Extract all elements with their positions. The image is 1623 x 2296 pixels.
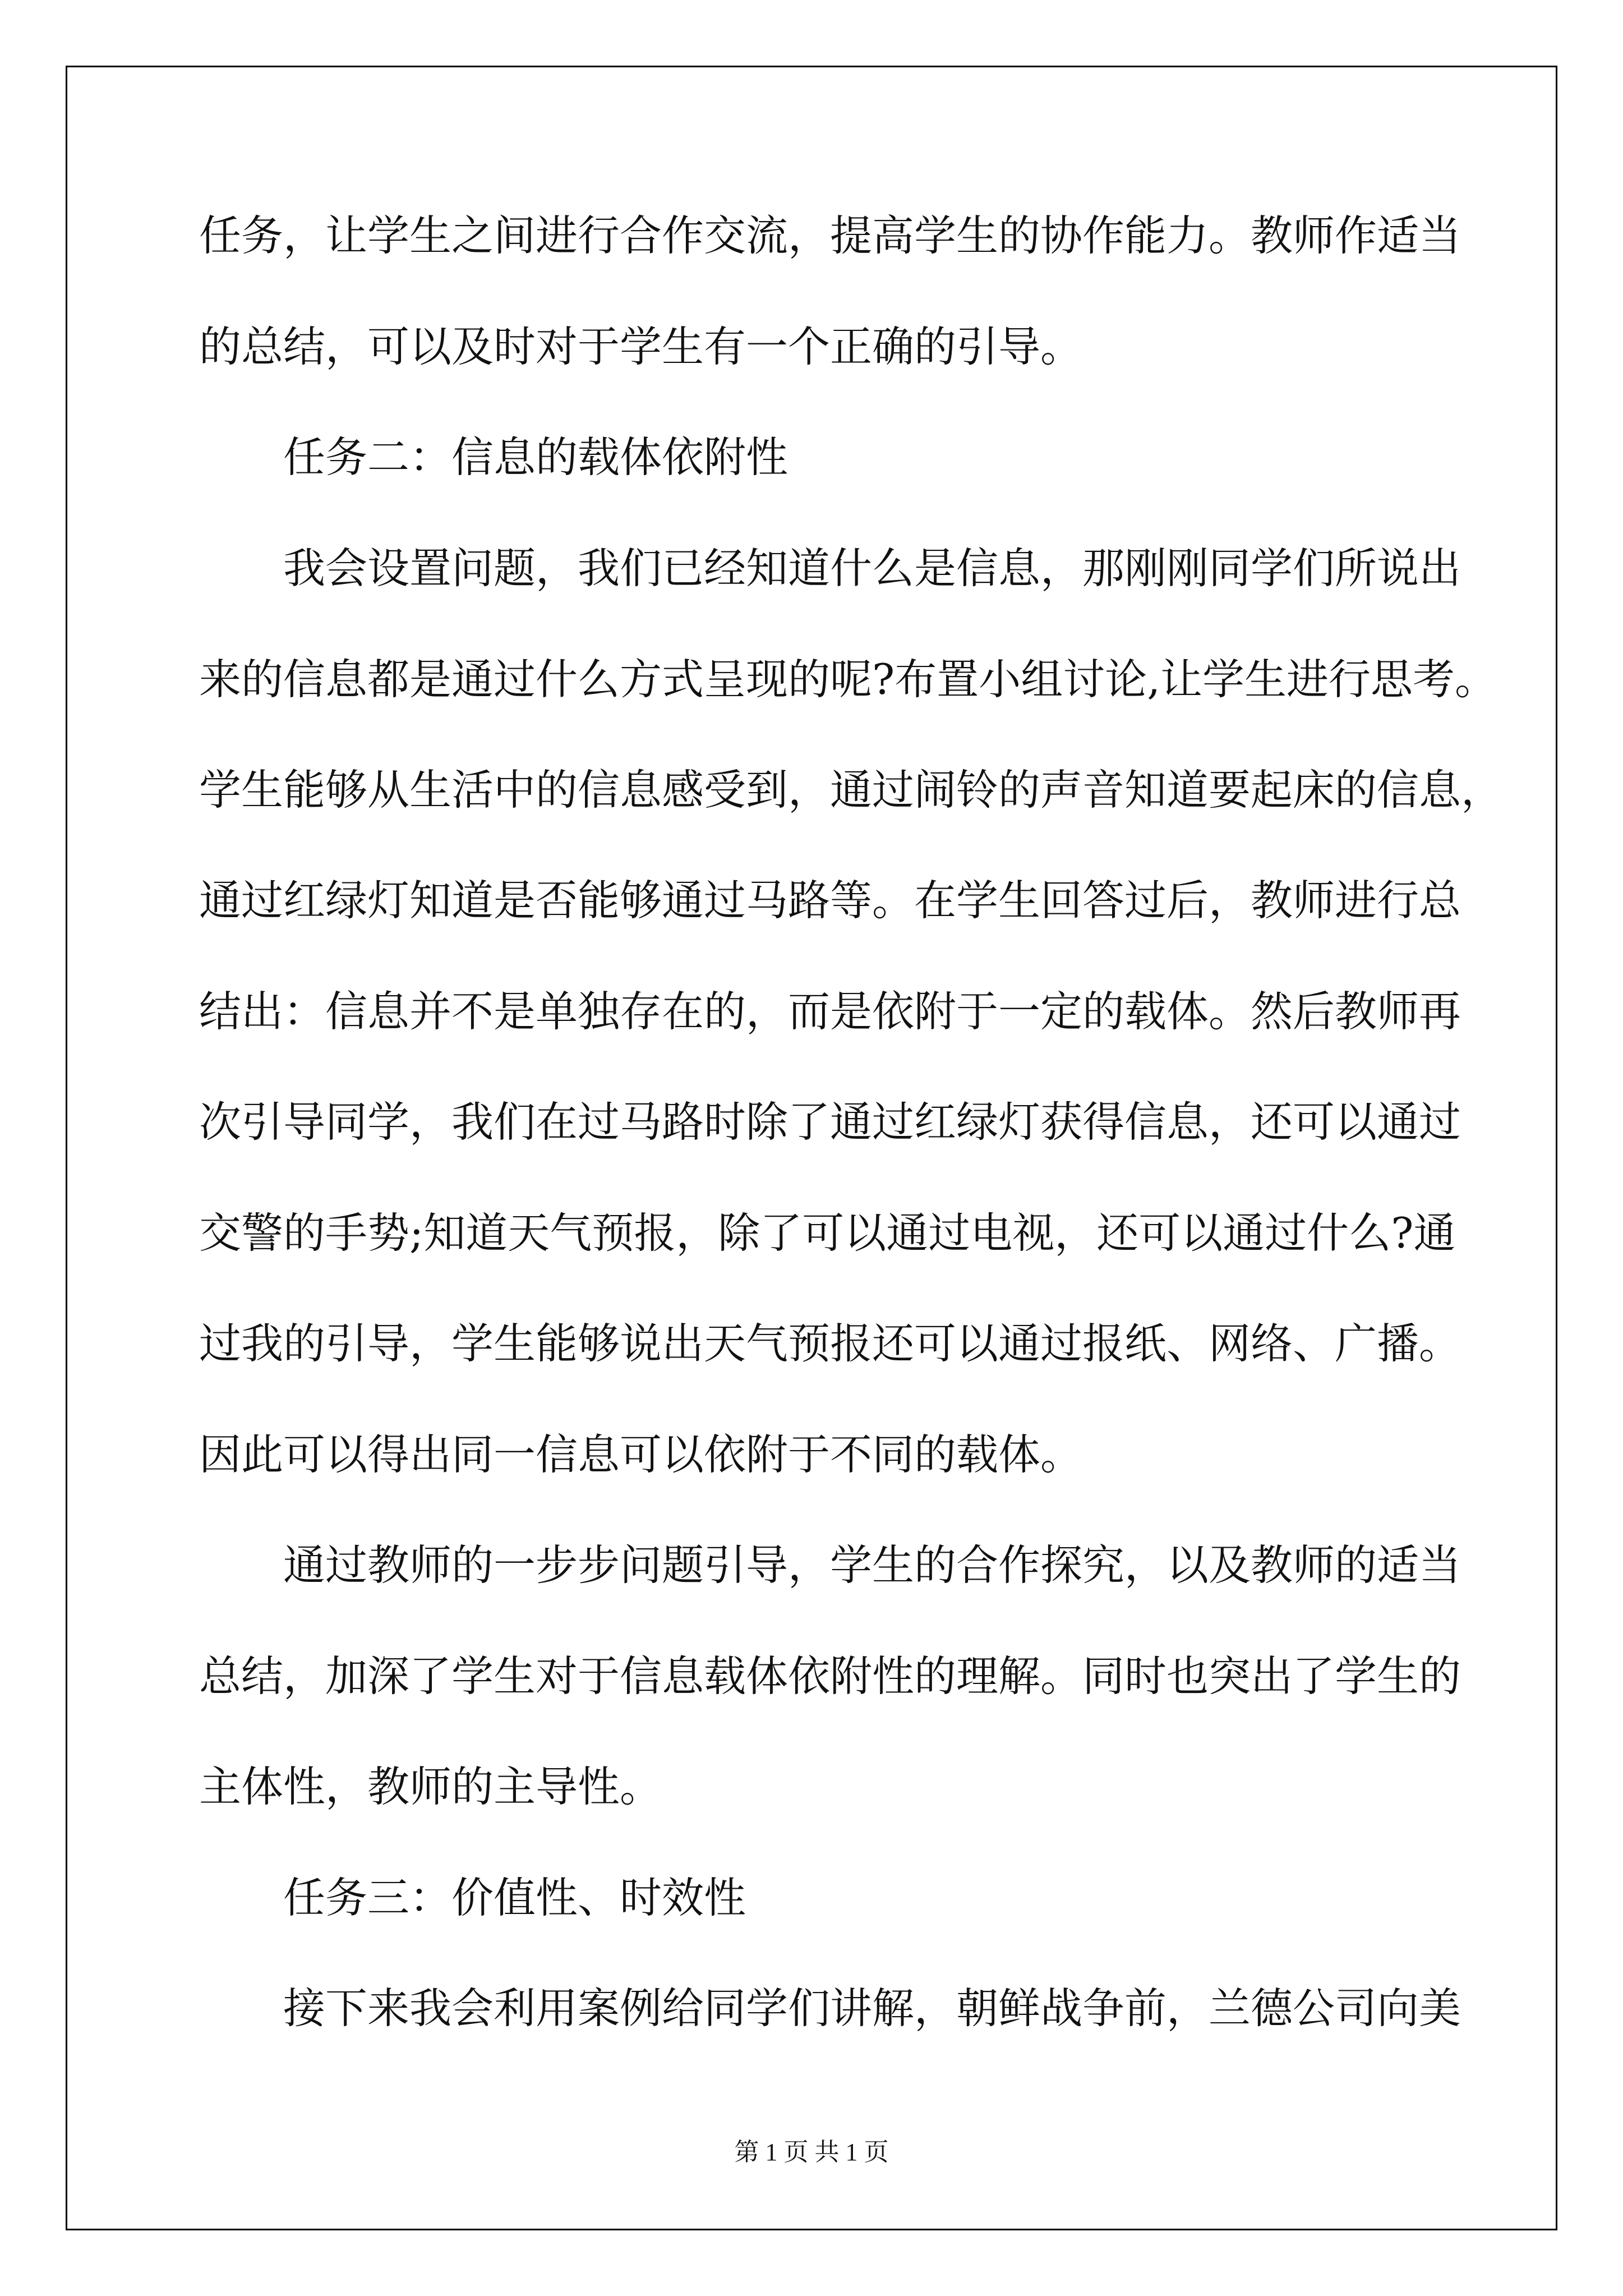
- text-line: 总结，加深了学生对于信息载体依附性的理解。同时也突出了学生的: [199, 1651, 1461, 1701]
- text-line: 接下来我会利用案例给同学们讲解，朝鲜战争前，兰德公司向美: [283, 1984, 1461, 2033]
- text-line: 因此可以得出同一信息可以依附于不同的载体。: [199, 1430, 1083, 1479]
- section-heading: 任务三：价值性、时效性: [283, 1873, 746, 1922]
- text-line: 来的信息都是通过什么方式呈现的呢?布置小组讨论,让学生进行思考。: [199, 655, 1497, 704]
- page-number-footer: 第 1 页 共 1 页: [734, 2138, 889, 2166]
- text-line: 的总结，可以及时对于学生有一个正确的引导。: [199, 322, 1083, 371]
- text-line: 次引导同学，我们在过马路时除了通过红绿灯获得信息，还可以通过: [199, 1097, 1461, 1147]
- text-line: 结出：信息并不是单独存在的，而是依附于一定的载体。然后教师再: [199, 987, 1461, 1036]
- text-line: 通过红绿灯知道是否能够通过马路等。在学生回答过后，教师进行总: [199, 876, 1461, 925]
- section-heading: 任务二：信息的载体依附性: [283, 432, 789, 482]
- text-line: 任务，让学生之间进行合作交流，提高学生的协作能力。教师作适当: [199, 211, 1461, 260]
- text-line: 我会设置问题，我们已经知道什么是信息，那刚刚同学们所说出: [283, 544, 1461, 593]
- text-line: 过我的引导，学生能够说出天气预报还可以通过报纸、网络、广播。: [199, 1319, 1461, 1368]
- text-line: 交警的手势;知道天气预报，除了可以通过电视，还可以通过什么?通: [199, 1208, 1456, 1258]
- text-line: 学生能够从生活中的信息感受到，通过闹铃的声音知道要起床的信息，: [199, 765, 1504, 815]
- text-line: 通过教师的一步步问题引导，学生的合作探究，以及教师的适当: [283, 1540, 1461, 1590]
- text-line: 主体性，教师的主导性。: [199, 1762, 662, 1811]
